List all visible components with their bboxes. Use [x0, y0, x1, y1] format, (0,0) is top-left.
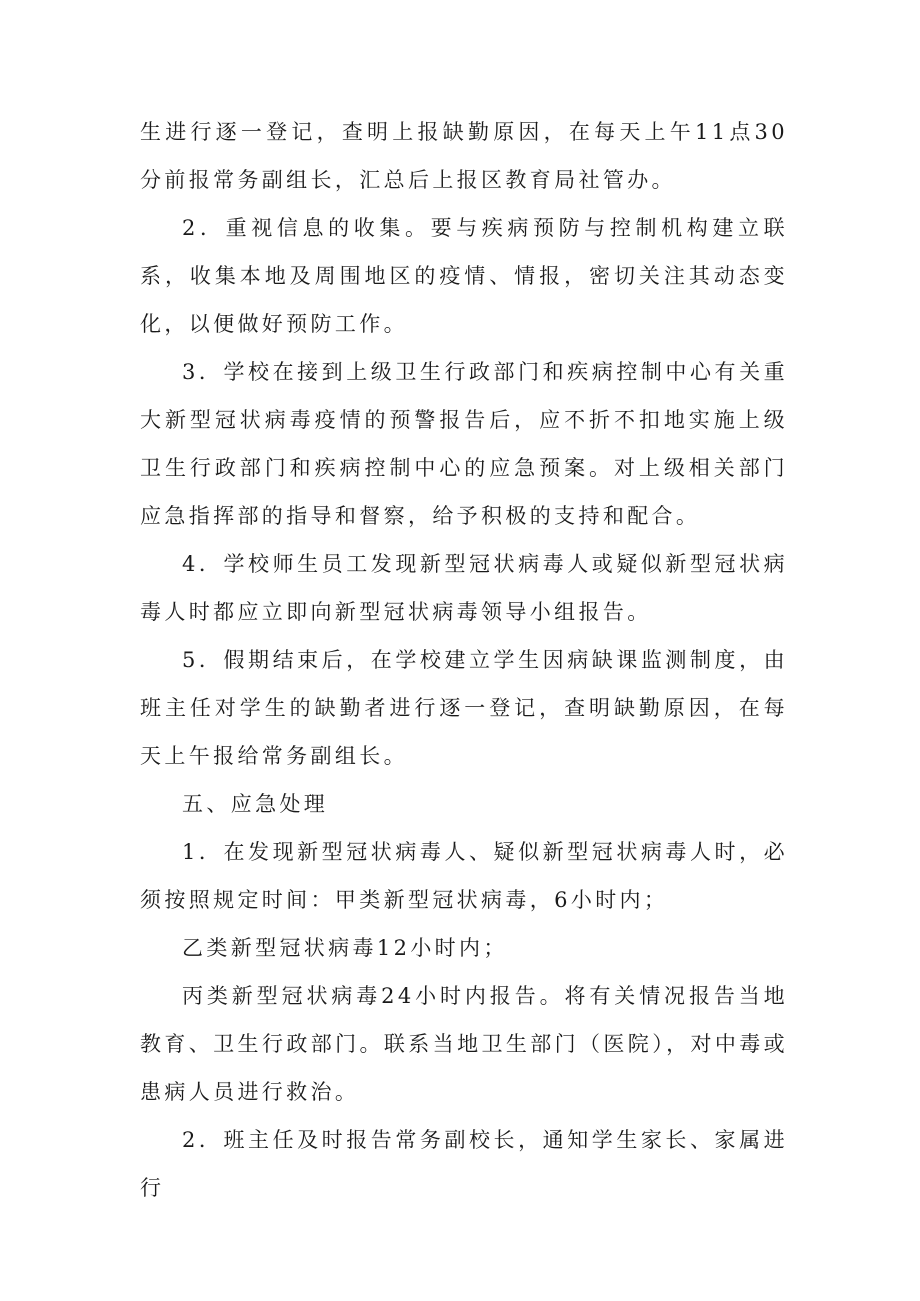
paragraph-class-b-report: 乙类新型冠状病毒12小时内；	[182, 936, 508, 960]
paragraph-item-2-information-collection: 2．重视信息的收集。要与疾病预防与控制机构建立联系，收集本地及周围地区的疫情、情报，密切关注其动态变化，以便做好预防工作。	[140, 216, 788, 336]
paragraph-item-1-reporting-time: 1．在发现新型冠状病毒人、疑似新型冠状病毒人时，必须按照规定时间：甲类新型冠状病毒，6小时内；	[140, 840, 788, 912]
paragraph-item-4-staff-report: 4．学校师生员工发现新型冠状病毒人或疑似新型冠状病毒人时都应立即向新型冠状病毒领导小组报告。	[140, 552, 788, 624]
paragraph-class-c-report: 丙类新型冠状病毒24小时内报告。将有关情况报告当地教育、卫生行政部门。联系当地卫生部门（医院），对中毒或患病人员进行救治。	[140, 984, 788, 1104]
paragraph-item-3-warning-report: 3．学校在接到上级卫生行政部门和疾病控制中心有关重大新型冠状病毒疫情的预警报告后，应不折不扣地实施上级卫生行政部门和疾病控制中心的应急预案。对上级相关部门应急指挥部的指导和督察，给予积极的支持和配合。	[140, 360, 788, 528]
paragraph-item-2-teacher-report: 2．班主任及时报告常务副校长，通知学生家长、家属进行	[140, 1128, 788, 1200]
paragraph-item-5-absence-monitoring: 5．假期结束后，在学校建立学生因病缺课监测制度，由班主任对学生的缺勤者进行逐一登记，查明缺勤原因，在每天上午报给常务副组长。	[140, 648, 788, 768]
section-heading-emergency-handling: 五、应急处理	[182, 792, 329, 816]
paragraph-continuation: 生进行逐一登记，查明上报缺勤原因，在每天上午11点30分前报常务副组长，汇总后上报区教育局社管办。	[140, 120, 788, 192]
document-body	[140, 108, 788, 1212]
